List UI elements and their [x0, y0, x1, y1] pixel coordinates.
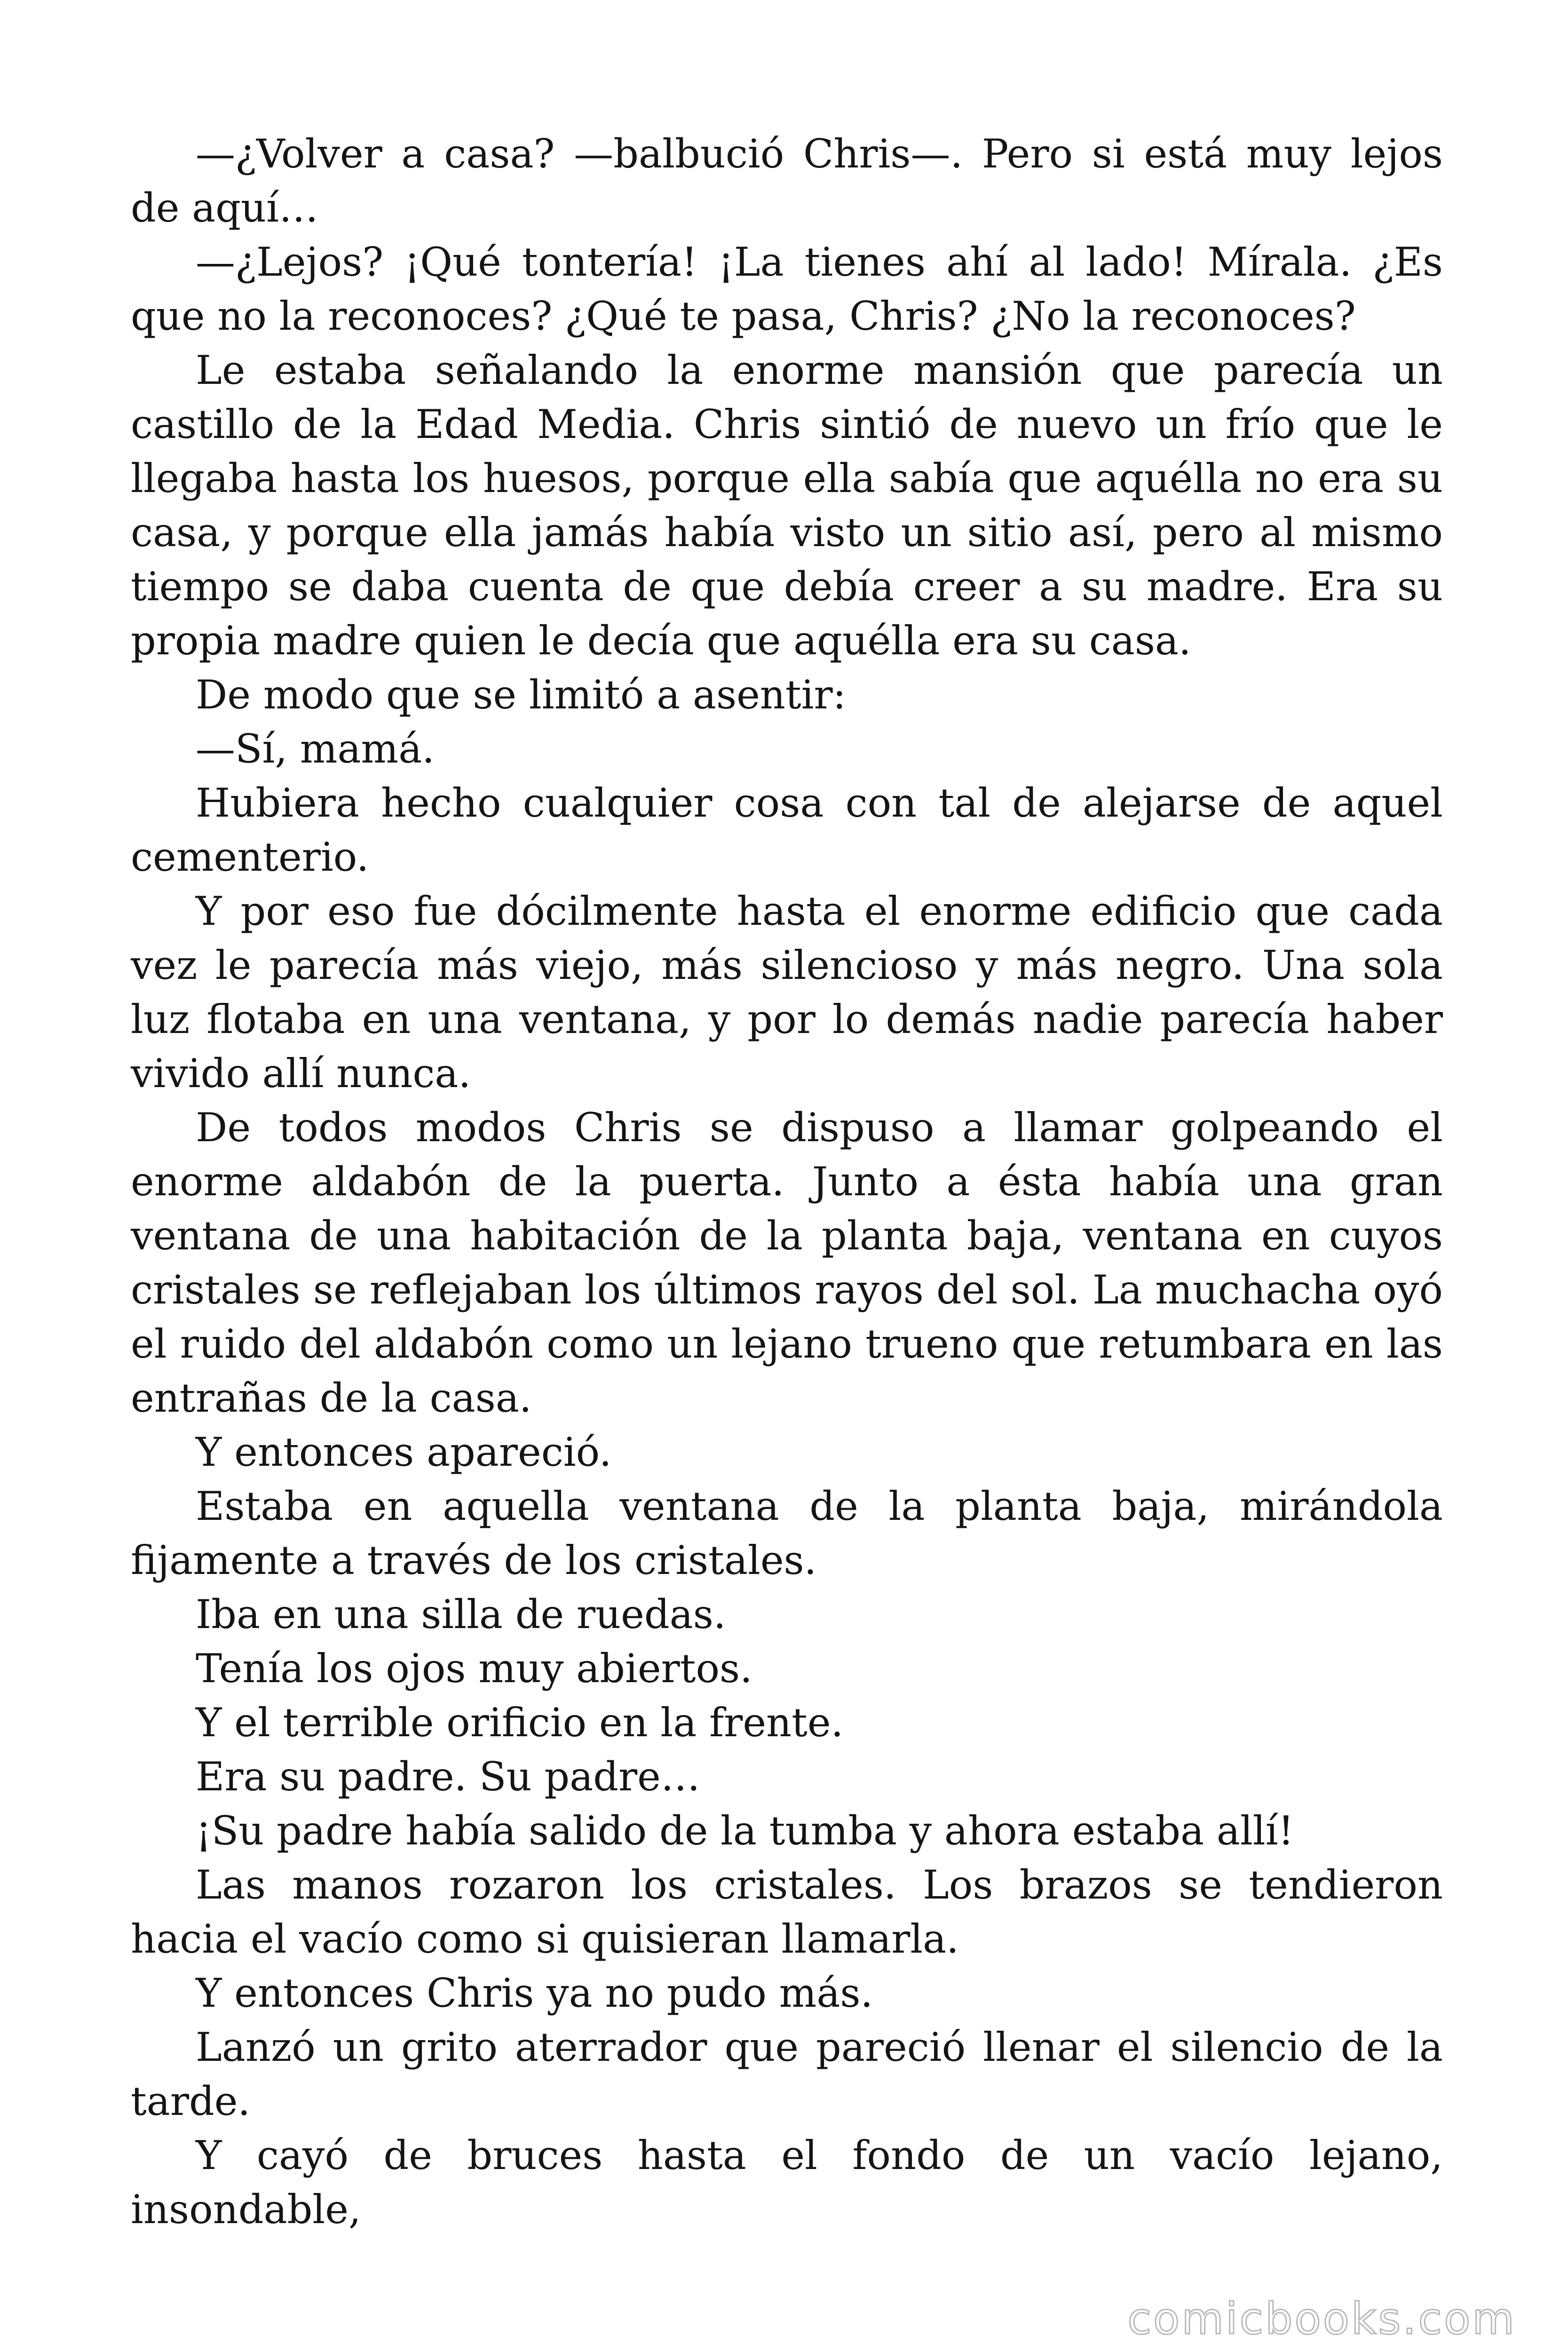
paragraph: Y por eso fue dócilmente hasta el enorme edificio que cada vez le parecía más viejo, más silencioso y más negro. Una sola luz flotaba en una ventana, y por lo demás nadie parecía haber vivido allí nunca.	[131, 888, 1443, 1097]
paragraph: Estaba en aquella ventana de la planta baja, mirándola fijamente a través de los cristales.	[131, 1483, 1443, 1583]
paragraph: Y entonces apareció.	[196, 1429, 612, 1475]
paragraph: —Sí, mamá.	[196, 726, 435, 772]
paragraph: Y el terrible orificio en la frente.	[196, 1700, 844, 1746]
paragraph: De todos modos Chris se dispuso a llamar golpeando el enorme aldabón de la puerta. Junto a ésta había una gran ventana de una habitación de la planta baja, ventana en cuyos cristales se reflejaban los últimos rayos del sol. La muchacha oyó el ruido del aldabón como un lejano trueno que retumbara en las entrañas de la casa.	[131, 1104, 1443, 1421]
paragraph: Era su padre. Su padre…	[196, 1754, 700, 1800]
paragraph: —¿Volver a casa? —balbució Chris—. Pero si está muy lejos de aquí…	[131, 131, 1443, 231]
paragraph: De modo que se limitó a asentir:	[196, 672, 846, 718]
page-text	[131, 127, 1443, 2237]
paragraph: Le estaba señalando la enorme mansión que parecía un castillo de la Edad Media. Chris sintió de nuevo un frío que le llegaba hasta los huesos, porque ella sabía que aquélla no era su casa, y porque ella jamás había visto un sitio así, pero al mismo tiempo se daba cuenta de que debía creer a su madre. Era su propia madre quien le decía que aquélla era su casa.	[131, 347, 1443, 664]
paragraph: Hubiera hecho cualquier cosa con tal de alejarse de aquel cementerio.	[131, 780, 1443, 880]
paragraph: Lanzó un grito aterrador que pareció llenar el silencio de la tarde.	[131, 2024, 1443, 2124]
paragraph: ¡Su padre había salido de la tumba y ahora estaba allí!	[196, 1808, 1294, 1854]
paragraph: Las manos rozaron los cristales. Los brazos se tendieron hacia el vacío como si quisieran llamarla.	[131, 1862, 1443, 1962]
paragraph: Y entonces Chris ya no pudo más.	[196, 1970, 873, 2016]
paragraph: Iba en una silla de ruedas.	[196, 1591, 726, 1637]
paragraph: Tenía los ojos muy abiertos.	[196, 1645, 752, 1692]
paragraph: —¿Lejos? ¡Qué tontería! ¡La tienes ahí al lado! Mírala. ¿Es que no la reconoces? ¿Qué te pasa, Chris? ¿No la reconoces?	[131, 239, 1443, 339]
watermark: comicbooks.com	[1127, 2294, 1516, 2344]
paragraph: Y cayó de bruces hasta el fondo de un vacío lejano, insondable,	[131, 2132, 1443, 2233]
